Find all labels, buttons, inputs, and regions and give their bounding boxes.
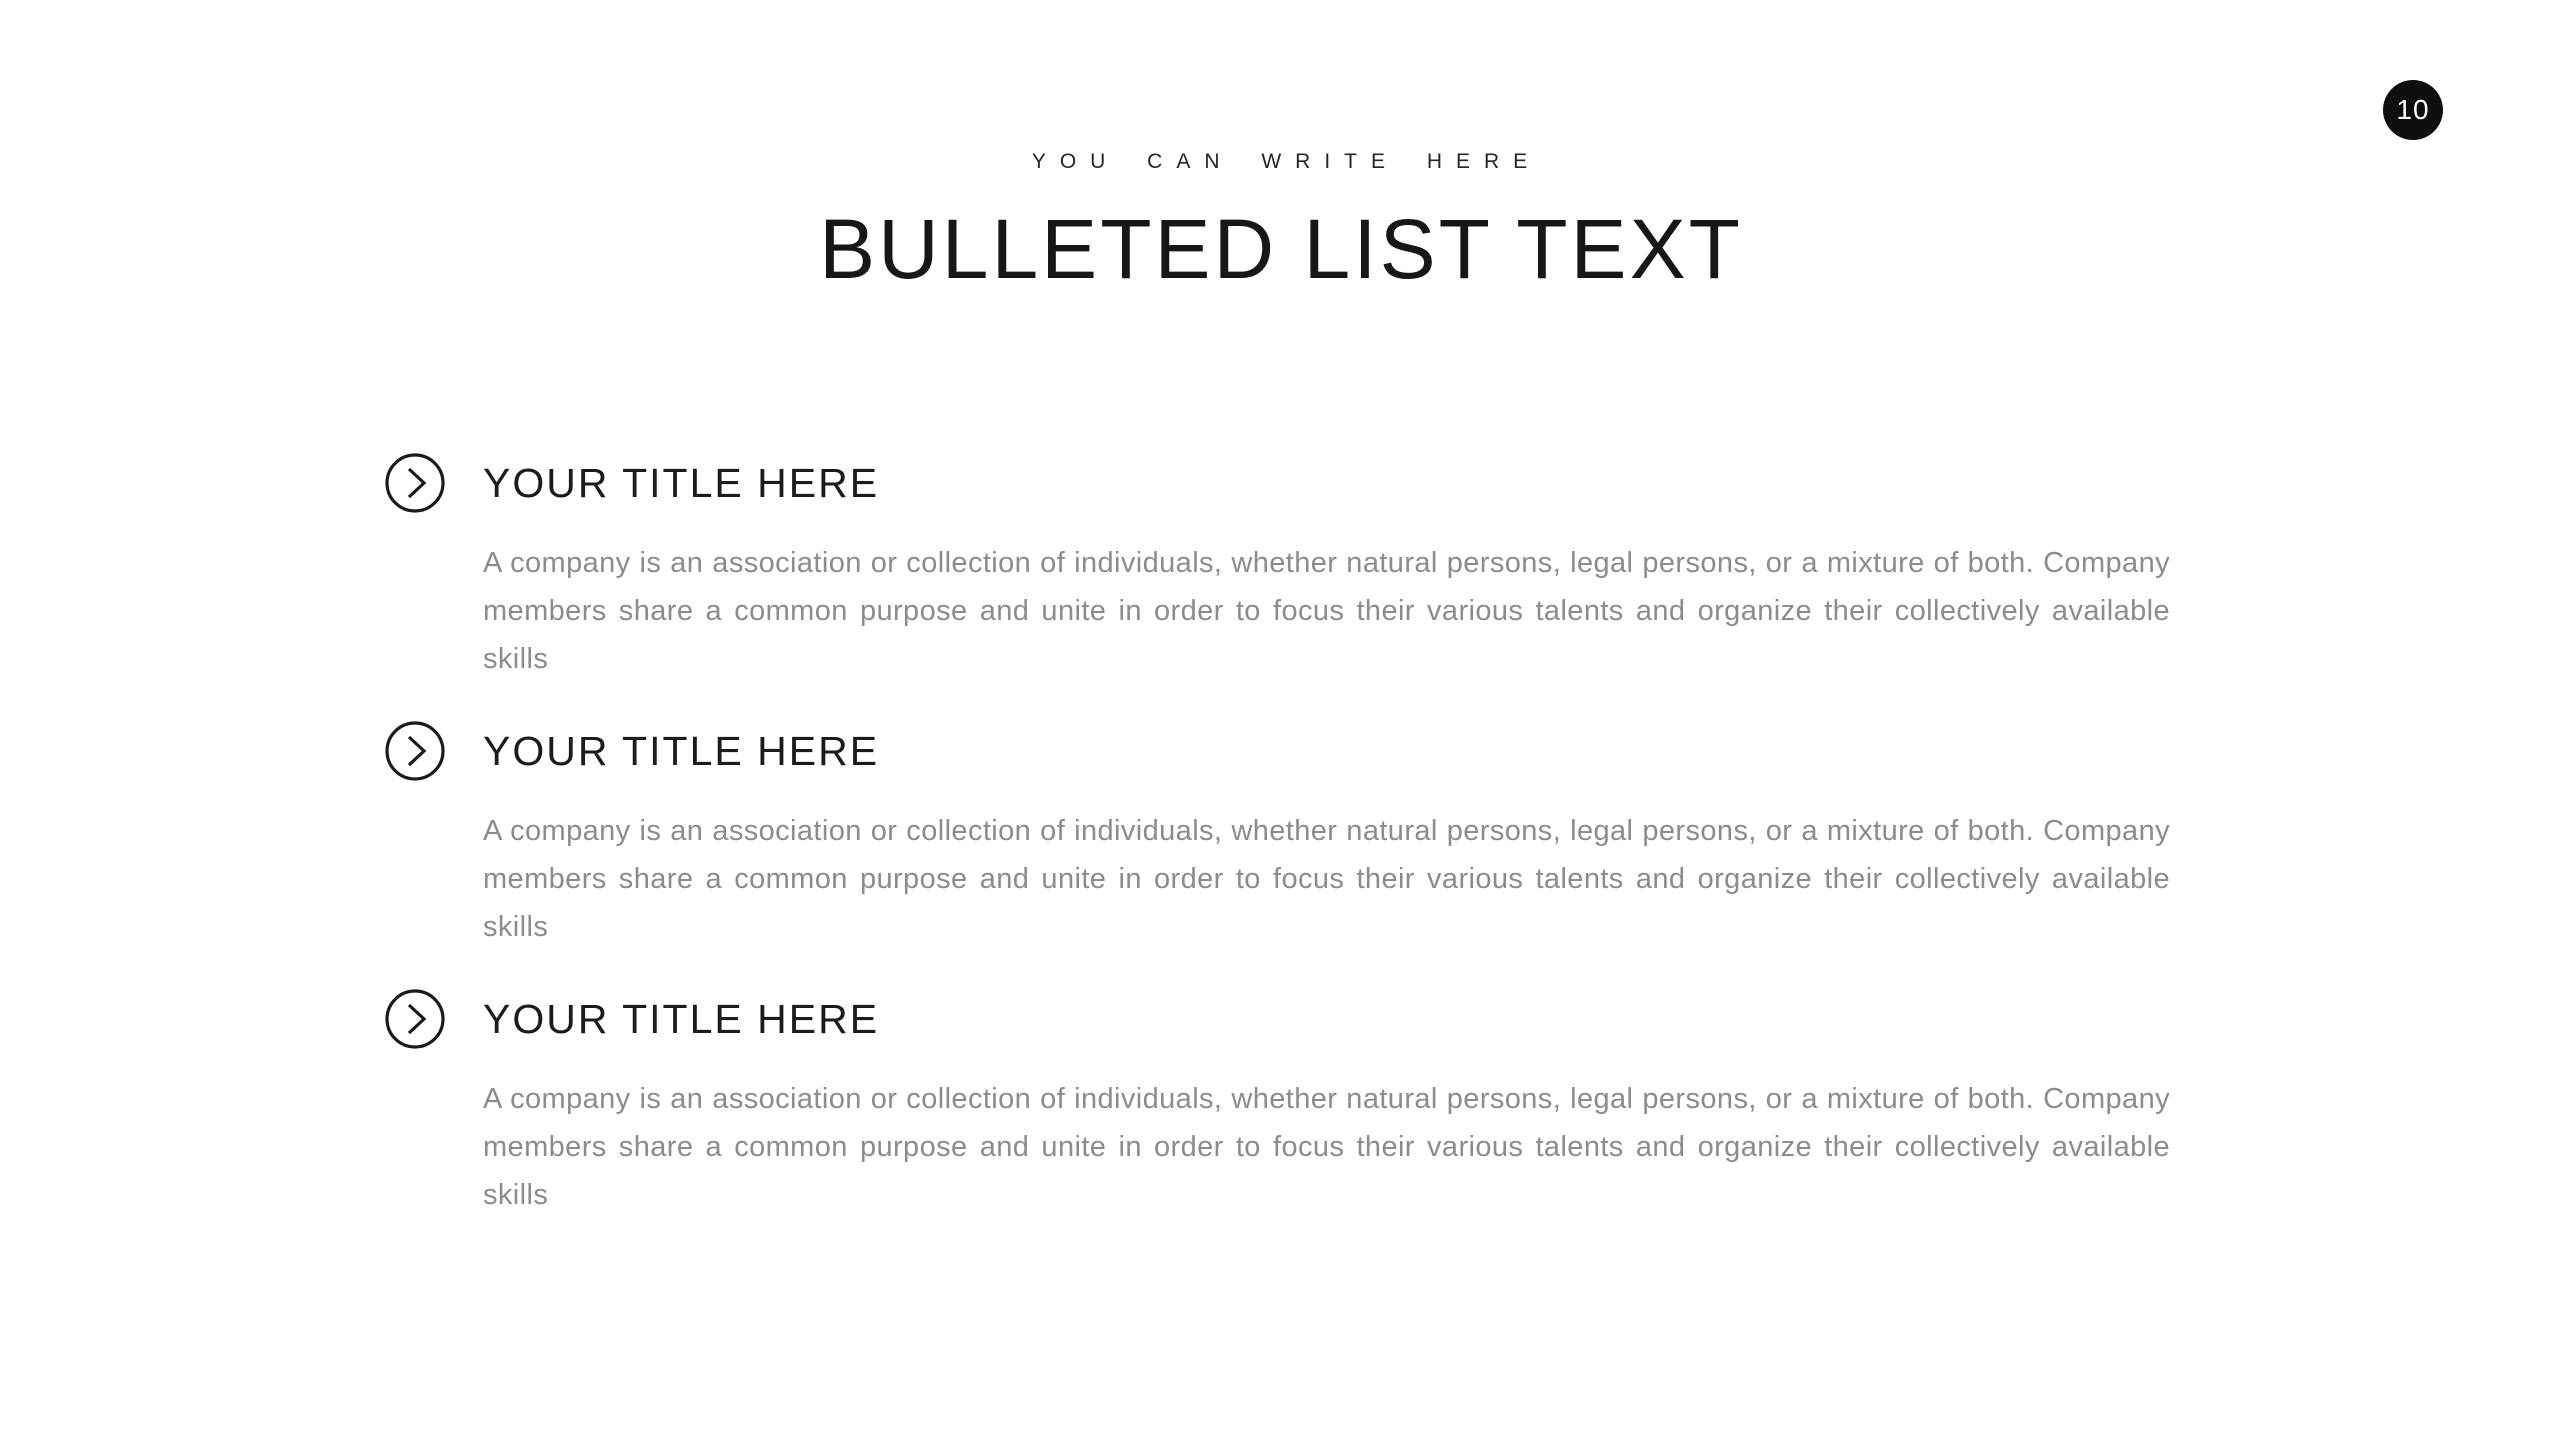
item-title: YOUR TITLE HERE <box>483 460 880 506</box>
list-item <box>385 989 2170 1219</box>
item-title: YOUR TITLE HERE <box>483 996 880 1042</box>
chevron-right-circle-icon <box>385 453 445 513</box>
item-body: A company is an association or collection of individuals, whether natural persons, legal persons, or a mixture of both. Company members share a common purpose and unite in order to focus their various talents and organize their collectively available skills <box>483 547 2170 675</box>
page-number-badge <box>2383 80 2443 140</box>
item-body: A company is an association or collection of individuals, whether natural persons, legal persons, or a mixture of both. Company members share a common purpose and unite in order to focus their various talents and organize their collectively available skills <box>483 815 2170 943</box>
list-item <box>385 721 2170 951</box>
page-number: 10 <box>2396 94 2430 125</box>
list-item <box>385 453 2170 683</box>
chevron-right-circle-icon <box>385 989 445 1049</box>
bullet-list <box>385 453 2170 1257</box>
chevron-right-circle-icon <box>385 721 445 781</box>
item-body: A company is an association or collection of individuals, whether natural persons, legal persons, or a mixture of both. Company members share a common purpose and unite in order to focus their various talents and organize their collectively available skills <box>483 1083 2170 1211</box>
item-title: YOUR TITLE HERE <box>483 728 880 774</box>
slide-title: BULLETED LIST TEXT <box>819 202 1743 296</box>
slide-eyebrow: YOU CAN WRITE HERE <box>1031 150 1542 173</box>
